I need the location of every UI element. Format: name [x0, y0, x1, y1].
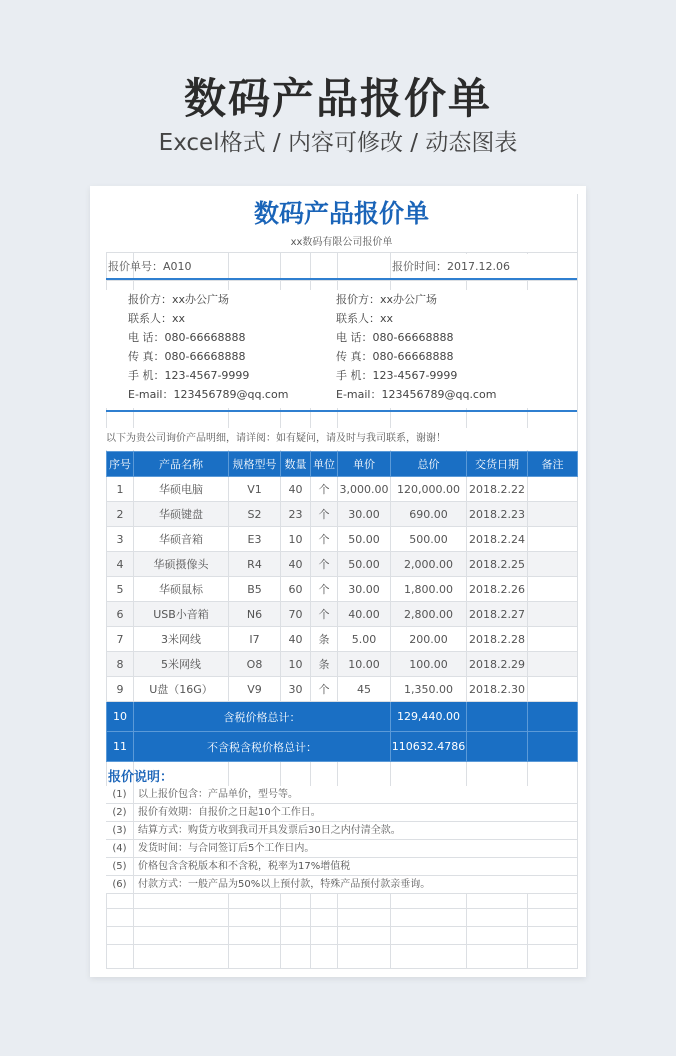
cell-qty: 40 [281, 552, 311, 577]
cell-no: 2 [107, 502, 134, 527]
cell-remark [528, 627, 578, 652]
note-number: (1) [106, 786, 134, 804]
note-item [106, 786, 577, 804]
quote-time: 报价时间：2017.12.06 [392, 254, 572, 280]
cell-product: USB小音箱 [134, 602, 229, 627]
contact-left-email: E-mail：123456789@qq.com [128, 388, 289, 401]
grid-row [106, 945, 577, 969]
cell-unit: 条 [311, 652, 338, 677]
note-text: 发货时间：与合同签订后5个工作日内。 [138, 843, 315, 854]
cell-date: 2018.2.30 [467, 677, 528, 702]
cell-model: S2 [229, 502, 281, 527]
cell-no: 9 [107, 677, 134, 702]
cell-no: 7 [107, 627, 134, 652]
cell-product: 5米网线 [134, 652, 229, 677]
summary-value: 110632.4786 [391, 732, 467, 762]
cell-remark [528, 527, 578, 552]
cell-price: 5.00 [338, 627, 391, 652]
cell-unit: 个 [311, 527, 338, 552]
cell-date: 2018.2.26 [467, 577, 528, 602]
contact-left-phone: 电 话：080-66668888 [128, 331, 246, 344]
cell-model: I7 [229, 627, 281, 652]
note-text: 以上报价包含：产品单价，型号等。 [138, 789, 298, 800]
note-number: (5) [106, 858, 134, 876]
cell-no: 8 [107, 652, 134, 677]
cell-unit: 个 [311, 477, 338, 502]
cell-remark [528, 577, 578, 602]
cell-no: 1 [107, 477, 134, 502]
contact-right-person: 联系人：xx [336, 312, 394, 325]
table-row [107, 552, 578, 577]
note-text: 报价有效期：自报价之日起10个工作日。 [138, 807, 321, 818]
document-title: 数码产品报价单 [106, 194, 577, 235]
cell-product: 3米网线 [134, 627, 229, 652]
cell-model: E3 [229, 527, 281, 552]
divider [106, 278, 577, 280]
note-number: (3) [106, 822, 134, 840]
cell-total: 1,350.00 [391, 677, 467, 702]
quotation-sheet [90, 186, 586, 977]
cell-total: 120,000.00 [391, 477, 467, 502]
contact-right-party: 报价方：xx办公广场 [336, 293, 438, 306]
cell-product: U盘（16G） [134, 677, 229, 702]
company-name: xx数码有限公司报价单 [106, 234, 577, 253]
cell-qty: 10 [281, 652, 311, 677]
cell-model: N6 [229, 602, 281, 627]
cell-total: 690.00 [391, 502, 467, 527]
contact-block [106, 290, 577, 408]
cell-no: 6 [107, 602, 134, 627]
cell-price: 30.00 [338, 502, 391, 527]
cell-product: 华硕摄像头 [134, 552, 229, 577]
table-row [107, 502, 578, 527]
cell-product: 华硕电脑 [134, 477, 229, 502]
cell-price: 50.00 [338, 552, 391, 577]
header-product: 产品名称 [134, 452, 229, 477]
cell-model: V9 [229, 677, 281, 702]
cell-model: V1 [229, 477, 281, 502]
cell-remark [528, 652, 578, 677]
summary-label: 不含税含税价格总计： [134, 732, 391, 762]
cell-product: 华硕音箱 [134, 527, 229, 552]
cell-date: 2018.2.25 [467, 552, 528, 577]
cell-date: 2018.2.22 [467, 477, 528, 502]
header-date: 交货日期 [467, 452, 528, 477]
notes-title: 报价说明： [108, 770, 174, 785]
cell-product: 华硕键盘 [134, 502, 229, 527]
cell-price: 3,000.00 [338, 477, 391, 502]
cell-unit: 个 [311, 677, 338, 702]
cell-remark [528, 502, 578, 527]
cell-remark [528, 552, 578, 577]
quote-number: 报价单号：A010 [108, 260, 192, 273]
cell-model: R4 [229, 552, 281, 577]
contact-left-mobile: 手 机：123-4567-9999 [128, 369, 250, 382]
cell-unit: 个 [311, 577, 338, 602]
table-row [107, 627, 578, 652]
contact-left-party: 报价方：xx办公广场 [128, 293, 230, 306]
cell-total: 200.00 [391, 627, 467, 652]
cell-remark [528, 477, 578, 502]
cell-qty: 40 [281, 477, 311, 502]
cell-total: 2,000.00 [391, 552, 467, 577]
grid-row [106, 909, 577, 927]
cell-qty: 30 [281, 677, 311, 702]
hero-title: 数码产品报价单 [183, 74, 492, 123]
intro-text: 以下为贵公司询价产品明细，请详阅：如有疑问，请及时与我司联系，谢谢！ [106, 428, 577, 450]
cell-unit: 个 [311, 552, 338, 577]
contact-right-mobile: 手 机：123-4567-9999 [336, 369, 458, 382]
cell-qty: 60 [281, 577, 311, 602]
cell-date: 2018.2.28 [467, 627, 528, 652]
contact-right-phone: 电 话：080-66668888 [336, 331, 454, 344]
cell-date: 2018.2.27 [467, 602, 528, 627]
cell-price: 50.00 [338, 527, 391, 552]
header-unit: 单位 [311, 452, 338, 477]
cell-remark [528, 677, 578, 702]
cell-qty: 70 [281, 602, 311, 627]
note-item [106, 876, 577, 894]
summary-label: 含税价格总计： [134, 702, 391, 732]
table-row [107, 677, 578, 702]
header-model: 规格型号 [229, 452, 281, 477]
items-table [106, 451, 578, 762]
cell-no: 4 [107, 552, 134, 577]
note-item [106, 822, 577, 840]
cell-price: 40.00 [338, 602, 391, 627]
table-row [107, 577, 578, 602]
cell-total: 100.00 [391, 652, 467, 677]
contact-right-email: E-mail：123456789@qq.com [336, 388, 497, 401]
cell-model: O8 [229, 652, 281, 677]
cell-total: 500.00 [391, 527, 467, 552]
summary-value: 129,440.00 [391, 702, 467, 732]
cell-qty: 40 [281, 627, 311, 652]
cell-date: 2018.2.29 [467, 652, 528, 677]
grid-row [106, 927, 577, 945]
cell-remark [528, 602, 578, 627]
cell-unit: 个 [311, 602, 338, 627]
cell-price: 30.00 [338, 577, 391, 602]
grid-row [106, 280, 577, 281]
cell-price: 45 [338, 677, 391, 702]
header-qty: 数量 [281, 452, 311, 477]
note-number: (6) [106, 876, 134, 894]
note-text: 付款方式：一般产品为50%以上预付款，特殊产品预付款亲垂询。 [138, 879, 431, 890]
cell-model: B5 [229, 577, 281, 602]
header-total: 总价 [391, 452, 467, 477]
cell-no: 5 [107, 577, 134, 602]
summary-row-notax [107, 732, 578, 762]
hero-subtitle: Excel格式 / 内容可修改 / 动态图表 [158, 130, 518, 156]
note-number: (4) [106, 840, 134, 858]
summary-no: 10 [107, 702, 134, 732]
cell-date: 2018.2.24 [467, 527, 528, 552]
table-row [107, 477, 578, 502]
cell-total: 2,800.00 [391, 602, 467, 627]
cell-qty: 23 [281, 502, 311, 527]
contact-left-fax: 传 真：080-66668888 [128, 350, 246, 363]
summary-no: 11 [107, 732, 134, 762]
cell-product: 华硕鼠标 [134, 577, 229, 602]
table-row [107, 527, 578, 552]
summary-row-tax [107, 702, 578, 732]
table-row [107, 652, 578, 677]
contact-right-fax: 传 真：080-66668888 [336, 350, 454, 363]
note-item [106, 840, 577, 858]
header-remark: 备注 [528, 452, 578, 477]
note-text: 结算方式：购货方收到我司开具发票后30日之内付清全款。 [138, 825, 401, 836]
note-item [106, 804, 577, 822]
note-number: (2) [106, 804, 134, 822]
divider [106, 410, 577, 412]
cell-total: 1,800.00 [391, 577, 467, 602]
note-text: 价格包含含税版本和不含税，税率为17%增值税 [138, 861, 351, 872]
cell-date: 2018.2.23 [467, 502, 528, 527]
header-no: 序号 [107, 452, 134, 477]
cell-no: 3 [107, 527, 134, 552]
cell-qty: 10 [281, 527, 311, 552]
note-item [106, 858, 577, 876]
table-row [107, 602, 578, 627]
cell-unit: 条 [311, 627, 338, 652]
cell-price: 10.00 [338, 652, 391, 677]
header-price: 单价 [338, 452, 391, 477]
contact-left-person: 联系人：xx [128, 312, 186, 325]
table-header-row [107, 452, 578, 477]
cell-unit: 个 [311, 502, 338, 527]
